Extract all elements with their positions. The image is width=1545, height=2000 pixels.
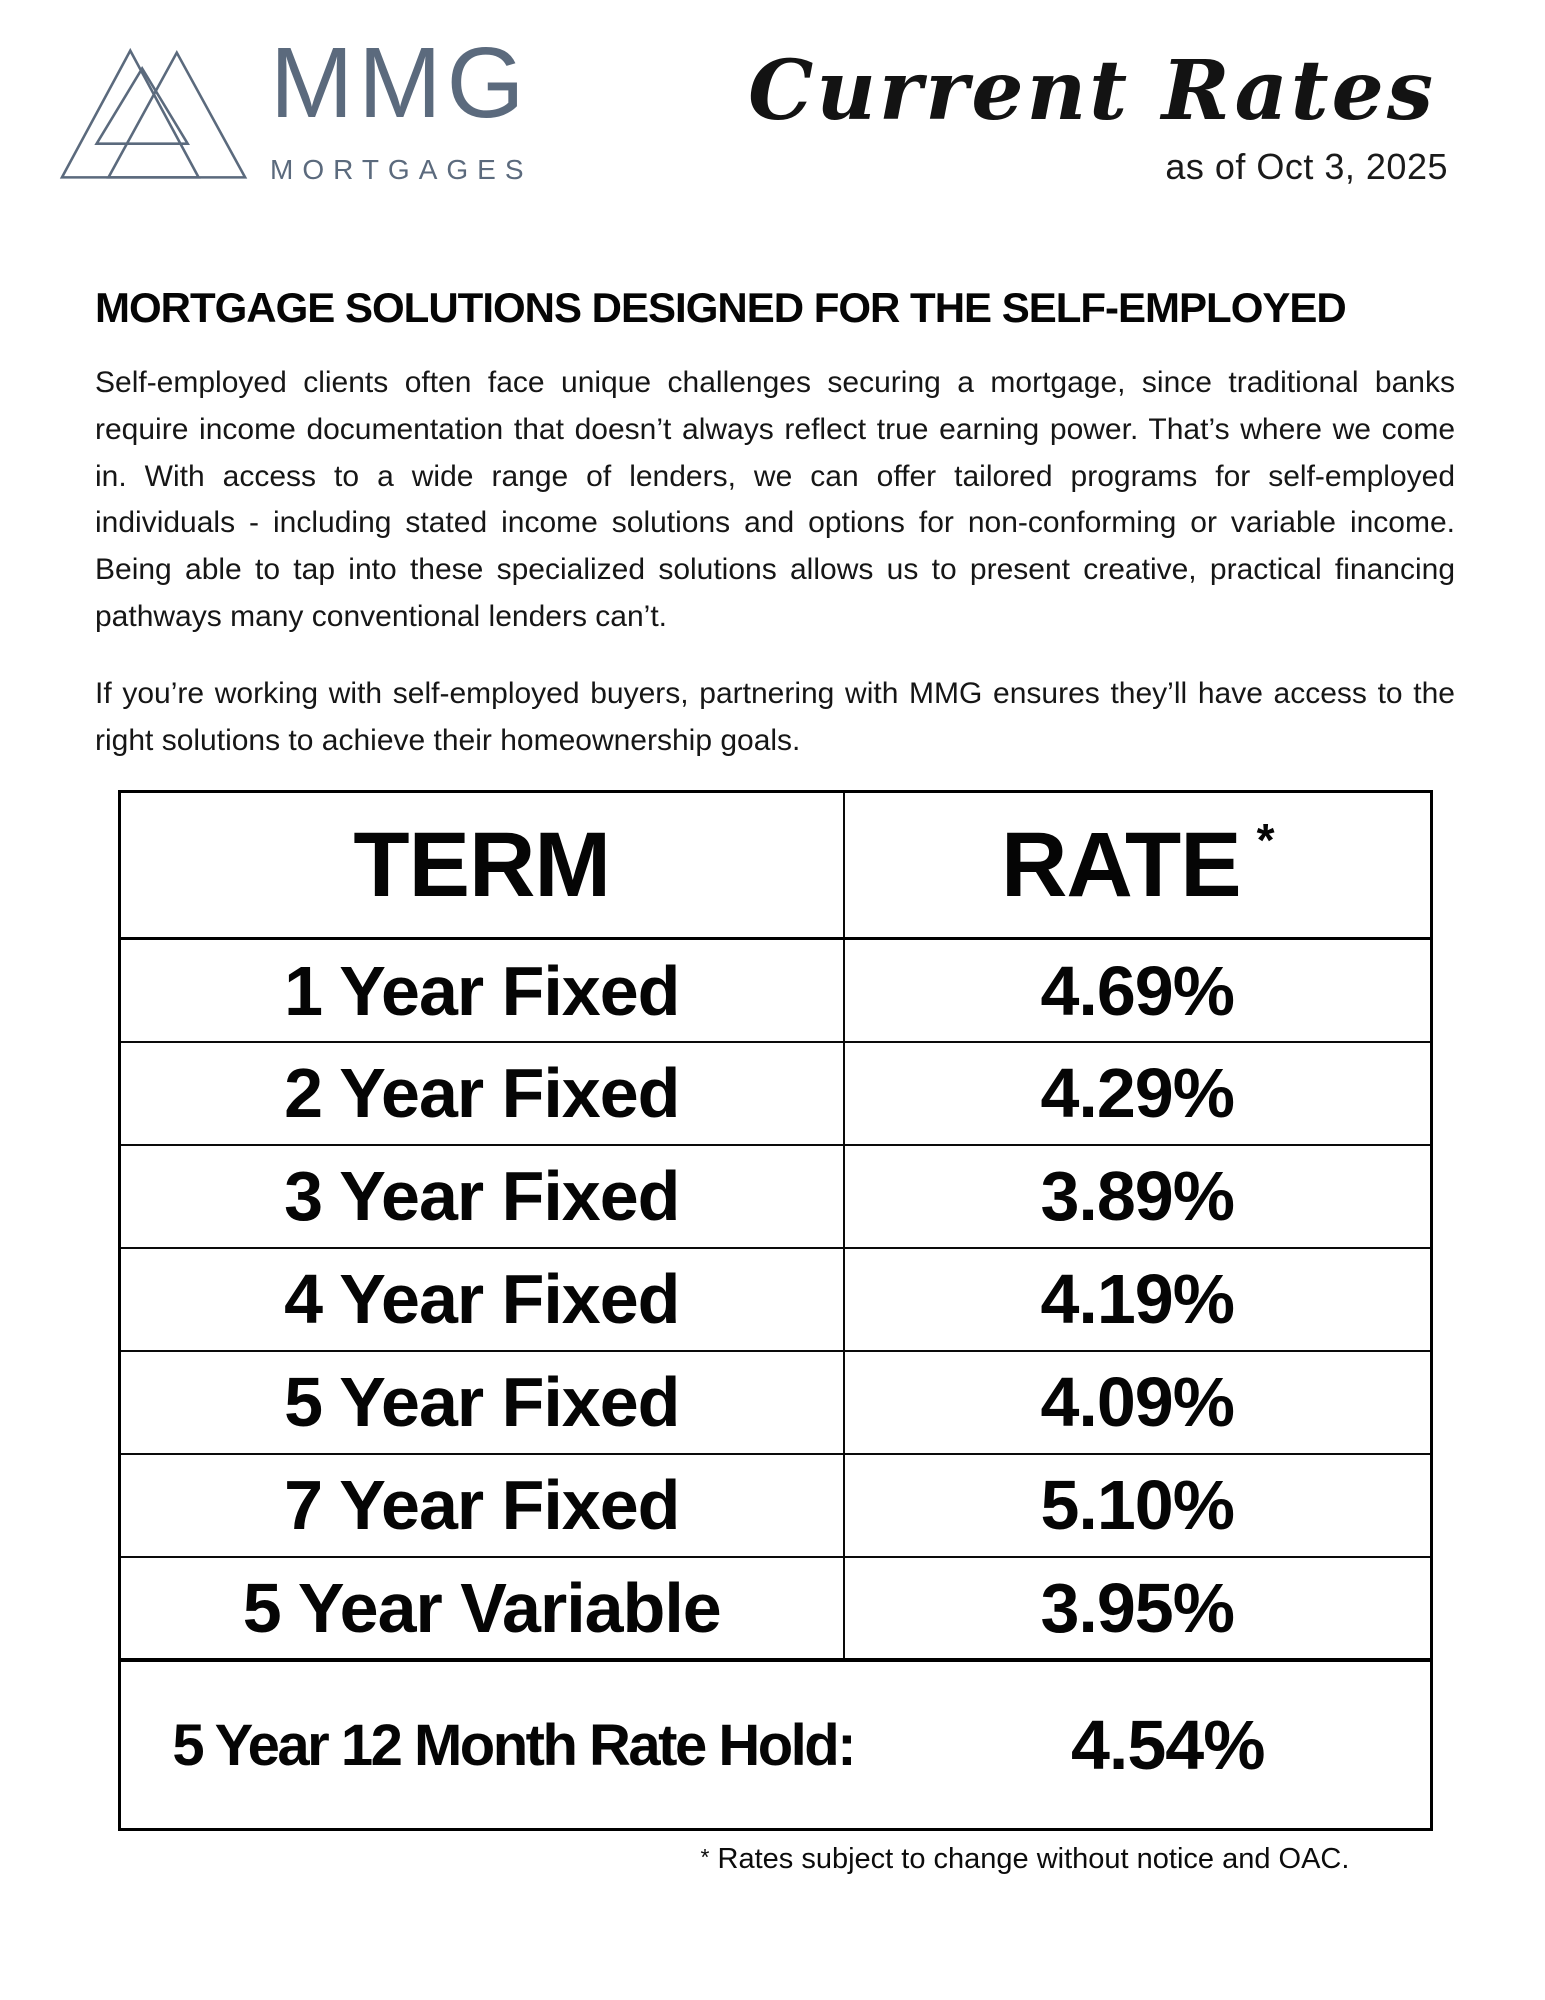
page-title: Current Rates	[748, 43, 1436, 139]
rate-cell: 4.69%	[844, 939, 1431, 1042]
rate-cell: 3.95%	[844, 1557, 1431, 1660]
table-row	[119, 939, 1431, 1042]
footnote-text: Rates subject to change without notice and OAC.	[717, 1843, 1350, 1876]
rate-cell: 4.09%	[844, 1351, 1431, 1454]
rate-hold-value: 4.54%	[1070, 1706, 1265, 1785]
title-block	[748, 42, 1450, 188]
term-cell: 3 Year Fixed	[119, 1145, 844, 1248]
rates-table	[118, 790, 1433, 1831]
term-column-header: TERM	[119, 792, 844, 939]
rate-column-header	[844, 792, 1431, 939]
table-row	[119, 1042, 1431, 1145]
term-cell: 5 Year Fixed	[119, 1351, 844, 1454]
term-cell: 4 Year Fixed	[119, 1248, 844, 1351]
rates-table-body	[119, 939, 1431, 1830]
rate-cell: 5.10%	[844, 1454, 1431, 1557]
main-content	[0, 284, 1545, 1876]
rate-cell: 4.29%	[844, 1042, 1431, 1145]
table-row	[119, 1454, 1431, 1557]
rate-header-label: RATE	[1000, 813, 1241, 916]
brand-subtitle: MORTGAGES	[270, 154, 533, 185]
term-cell: 7 Year Fixed	[119, 1454, 844, 1557]
rates-table-header	[119, 792, 1431, 939]
rate-cell: 4.19%	[844, 1248, 1431, 1351]
table-row	[119, 1351, 1431, 1454]
term-cell: 2 Year Fixed	[119, 1042, 844, 1145]
footnote	[345, 1843, 1545, 1876]
rate-cell: 3.89%	[844, 1145, 1431, 1248]
table-row	[119, 1145, 1431, 1248]
table-row	[119, 1557, 1431, 1660]
header	[0, 0, 1545, 188]
rate-hold-content	[121, 1705, 1430, 1785]
term-cell: 1 Year Fixed	[119, 939, 844, 1042]
as-of-date: as of Oct 3, 2025	[1165, 146, 1448, 188]
table-row	[119, 1248, 1431, 1351]
brand-logo	[58, 27, 533, 187]
term-cell: 5 Year Variable	[119, 1557, 844, 1660]
body-paragraph-2: If you’re working with self-employed buyers, partnering with MMG ensures they’ll have access to the right solutions to achieve their homeownership goals.	[95, 676, 1455, 757]
rate-asterisk: *	[1256, 813, 1274, 866]
section-heading: MORTGAGE SOLUTIONS DESIGNED FOR THE SELF-EMPLOYED	[95, 284, 1346, 332]
brand-text	[270, 27, 533, 186]
rate-hold-cell	[119, 1660, 1431, 1830]
body-paragraph-1: Self-employed clients often face unique challenges securing a mortgage, since traditional banks require income documentation that doesn’t always reflect true earning power. That’s where we come in. With access to a wide range of lenders, we can offer tailored programs for self-employed individuals - including stated income solutions and options for non-conforming or variable income. Being able to tap into these specialized solutions allows us to present creative, practical financing pathways many conventional lenders can’t.	[95, 366, 1455, 634]
rate-hold-row	[119, 1660, 1431, 1830]
footnote-asterisk: *	[700, 1844, 710, 1871]
rate-hold-label: 5 Year 12 Month Rate Hold:	[172, 1712, 855, 1778]
brand-name: MMG	[270, 27, 530, 139]
triangle-mountains-icon	[58, 42, 256, 187]
header-row	[119, 792, 1431, 939]
